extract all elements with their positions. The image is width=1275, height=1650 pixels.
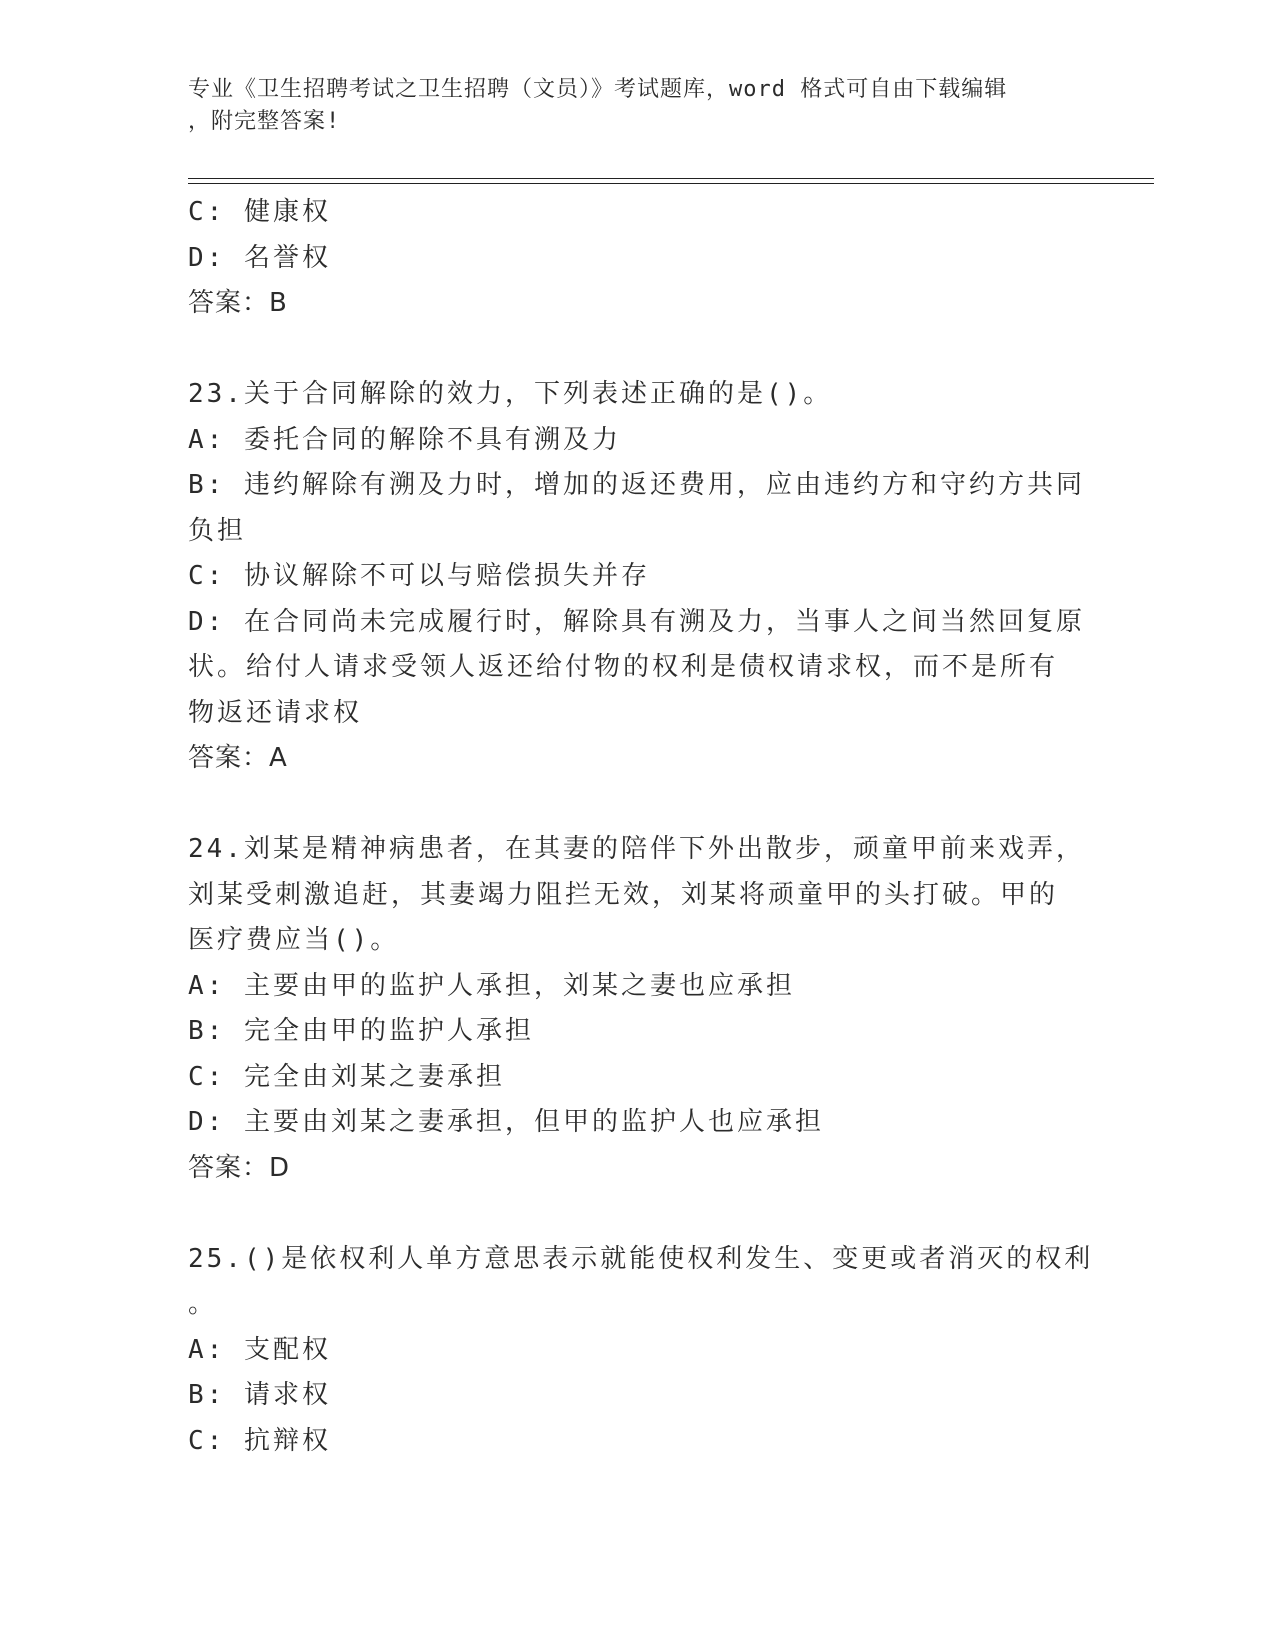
header-divider-top xyxy=(188,178,1154,179)
question-stem-continued: 刘某受刺激追赶，其妻竭力阻拦无效，刘某将顽童甲的头打破。甲的 xyxy=(188,879,1059,910)
option-a: A: 支配权 xyxy=(188,1334,331,1365)
question-stem-continued: 医疗费应当()。 xyxy=(188,925,400,955)
option-d: D: 在合同尚未完成履行时，解除具有溯及力，当事人之间当然回复原 xyxy=(188,606,1085,637)
header-divider-bottom xyxy=(188,183,1154,184)
question-list xyxy=(188,190,1094,1464)
option-b: B: 请求权 xyxy=(188,1380,331,1410)
question-25 xyxy=(188,1237,1094,1465)
question-23 xyxy=(188,372,1088,782)
option-d: D: 主要由刘某之妻承担，但甲的监护人也应承担 xyxy=(188,1107,824,1137)
option-c: C: 健康权 xyxy=(188,197,331,227)
document-header xyxy=(188,74,1088,138)
question-stem: 25.()是依权利人单方意思表示就能使权利发生、变更或者消灭的权利 xyxy=(188,1243,1094,1274)
answer-label: 答案：B xyxy=(188,288,288,318)
header-line-1: 专业《卫生招聘考试之卫生招聘（文员）》考试题库，word 格式可自由下载编辑 xyxy=(188,77,1008,102)
question-stem: 24.刘某是精神病患者，在其妻的陪伴下外出散步，顽童甲前来戏弄， xyxy=(188,834,1085,864)
answer-label: 答案：A xyxy=(188,743,288,773)
option-b-continued: 负担 xyxy=(188,515,247,546)
option-a: A: 委托合同的解除不具有溯及力 xyxy=(188,424,621,455)
question-stem-continued: 。 xyxy=(188,1289,218,1319)
option-d-continued: 状。给付人请求受领人返还给付物的权利是债权请求权，而不是所有 xyxy=(188,652,1059,682)
option-a: A: 主要由甲的监护人承担，刘某之妻也应承担 xyxy=(188,970,795,1001)
previous-question-block xyxy=(188,190,1088,327)
option-c: C: 抗辩权 xyxy=(188,1425,331,1456)
option-b: B: 违约解除有溯及力时，增加的返还费用，应由违约方和守约方共同 xyxy=(188,470,1085,500)
spacer xyxy=(188,782,1088,828)
answer-label: 答案：D xyxy=(188,1152,291,1183)
option-c: C: 协议解除不可以与赔偿损失并存 xyxy=(188,561,650,591)
option-c: C: 完全由刘某之妻承担 xyxy=(188,1061,505,1092)
spacer xyxy=(188,1191,1088,1237)
option-d: D: 名誉权 xyxy=(188,242,331,273)
option-b: B: 完全由甲的监护人承担 xyxy=(188,1016,534,1046)
question-stem: 23.关于合同解除的效力，下列表述正确的是()。 xyxy=(188,379,833,409)
option-d-continued: 物返还请求权 xyxy=(188,697,363,728)
question-24 xyxy=(188,827,1088,1191)
header-line-2: ，附完整答案! xyxy=(188,109,341,134)
spacer xyxy=(188,327,1088,373)
